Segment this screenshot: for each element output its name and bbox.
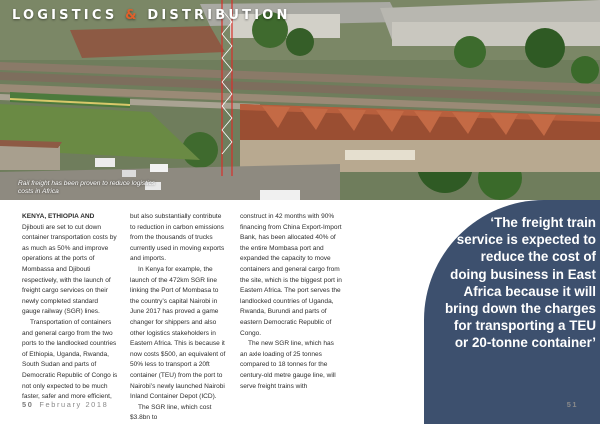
article-paragraph: but also substantially contribute to reduction in carbon emissions from the thousands of trucks currently used in moving exports and imports.	[130, 213, 225, 263]
photo-caption: Rail freight has been proven to reduce logistics costs in Africa	[18, 180, 156, 195]
article-paragraph: The SGR line, which cost $3.8bn to	[130, 403, 212, 422]
article-column-3	[240, 212, 342, 392]
article-column-1	[22, 212, 118, 403]
article-lead-in: KENYA, ETHIOPIA AND	[22, 213, 95, 220]
section-title-part2: DISTRIBUTION	[139, 8, 291, 23]
issue-date: February 2018	[39, 400, 109, 409]
page-number-left: 50	[22, 400, 34, 409]
article-column-2	[130, 212, 228, 424]
article-paragraph	[22, 212, 118, 318]
article-paragraph: Transportation of containers and general cargo from the two ports to the landlocked countries of Ethiopia, Uganda, Rwanda, South Sudan and parts of Democratic Republic of Congo is not only expected to be much faster, safer and more efficient,	[22, 318, 118, 401]
article-paragraph: The new SGR line, which has an axle loading of 25 tonnes compared to 18 tonnes for the century-old metre gauge line, will serve freight trains with	[240, 340, 336, 390]
rail-yard-illustration	[0, 0, 600, 200]
hero-photo	[0, 0, 600, 200]
article-paragraph: construct in 42 months with 90% financing from China Export-Import Bank, has been allocated 40% of the entire Mombasa port and expanded the capacity to move containers and general cargo from the site, which is the biggest port in Eastern Africa. The port serves the landlocked countries of Uganda, Rwanda, Burundi and parts of eastern Democratic Republic of Congo.	[240, 213, 342, 337]
footer-left	[22, 400, 108, 409]
article-text: Djibouti are set to cut down container transportation costs by as much as 50% and improve operations at the ports of Mombassa and Djibouti respectively, with the launch of freight cargo services on their newly completed standard gauge railway (SGR) lines.	[22, 223, 117, 316]
pull-quote: ‘The freight train service is expected to reduce the cost of doing business in East Africa because it will bring down the charges for transporting a TEU or 20-tonne container’	[444, 215, 596, 351]
section-title-ampersand: &	[125, 8, 140, 23]
article-paragraph: In Kenya for example, the launch of the 472km SGR line linking the Port of Mombasa to the country’s capital Nairobi in June 2017 has proved a game changer for shippers and also other logistics stakeholders in Eastern Africa. This is because it now costs $500, an equivalent of 50% less to transport a 20ft container (TEU) from the port to Nairobi’s newly launched Nairobi Inland Container Depot (ICD).	[130, 265, 226, 401]
page-number-right: 51	[566, 400, 578, 409]
section-title	[12, 8, 291, 23]
section-title-part1: LOGISTICS	[12, 8, 126, 23]
